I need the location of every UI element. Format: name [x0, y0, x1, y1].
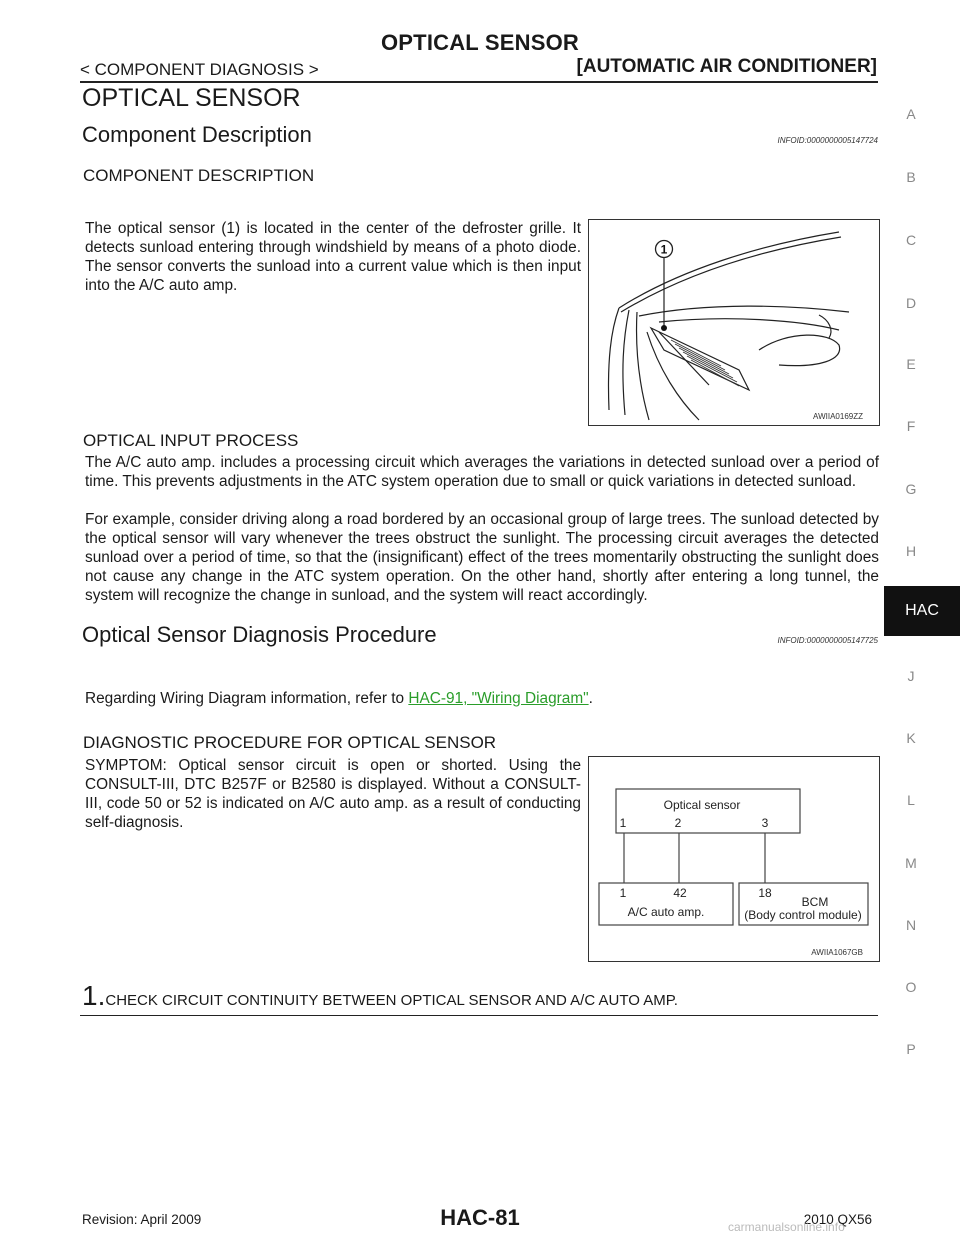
header-left-label: < COMPONENT DIAGNOSIS >: [80, 60, 319, 79]
side-index-hac-tab[interactable]: HAC: [884, 586, 960, 636]
document-title: OPTICAL SENSOR: [82, 84, 301, 112]
subsection-title-component-description: COMPONENT DESCRIPTION: [83, 166, 315, 185]
optical-input-paragraph-2: For example, consider driving along a road bordered by an occasional group of large trees. The sunload detected by the optical sensor will vary whenever the trees obstruct the sunlight. The processing circuit averages the detected sunload over a period of time, so that the (insignificant) effect of the trees momentarily obstructing the sunlight does not cause any change in the ATC system operation. On the other hand, shortly after entering a long tunnel, the system will recognize the change in sunload, and the system will react accordingly.: [85, 511, 879, 604]
side-index-j[interactable]: J: [907, 668, 915, 684]
section-title-component-description: Component Description: [82, 122, 312, 147]
optical-input-paragraph-1: The A/C auto amp. includes a processing circuit which averages the variations in detected sunload over a period of time. This prevents adjustments in the ATC system operation due to small or quick variations in detected sunload.: [85, 454, 879, 490]
reference-prefix: Regarding Wiring Diagram information, refer to: [85, 690, 409, 707]
side-index-b[interactable]: B: [906, 169, 916, 185]
circuit-diagram: [589, 757, 879, 961]
sensor-pin-3: 3: [761, 816, 769, 830]
side-index-a[interactable]: A: [906, 106, 916, 122]
header-rule: [80, 81, 878, 83]
side-index-k[interactable]: K: [906, 730, 916, 746]
reference-suffix: .: [588, 690, 593, 707]
side-index-p[interactable]: P: [906, 1041, 916, 1057]
footer-revision: Revision: April 2009: [82, 1212, 202, 1227]
component-description-text: The optical sensor (1) is located in the center of the defroster grille. It detects sunload entering through windshield by means of a photo diode. The sensor converts the sunload into a current value which is then input into the A/C auto amp.: [85, 220, 581, 294]
watermark: carmanualsonline.info: [728, 1220, 845, 1234]
infoid-label: INFOID:0000000005147725: [777, 636, 878, 645]
bcm-label: BCM: [801, 895, 829, 909]
step-number: 1.: [82, 980, 106, 1011]
section-title-diagnosis-procedure: Optical Sensor Diagnosis Procedure: [82, 622, 437, 647]
sensor-pin-1: 1: [619, 816, 627, 830]
side-index-f[interactable]: F: [906, 418, 916, 434]
subsection-title-diagnostic-procedure: DIAGNOSTIC PROCEDURE FOR OPTICAL SENSOR: [83, 733, 497, 752]
side-index-n[interactable]: N: [905, 917, 917, 933]
footer-model: 2010 QX56: [803, 1212, 872, 1227]
footer-page-number: HAC-81: [440, 1205, 520, 1230]
amp-pin-42: 42: [673, 886, 687, 900]
side-index-l[interactable]: L: [907, 792, 915, 808]
header-right-label: [AUTOMATIC AIR CONDITIONER]: [576, 56, 877, 77]
wiring-diagram-reference: [85, 689, 593, 708]
bcm-sublabel: (Body control module): [744, 908, 862, 922]
sensor-label: Optical sensor: [663, 798, 741, 812]
side-index-m[interactable]: M: [905, 855, 917, 871]
wiring-diagram-link[interactable]: HAC-91, "Wiring Diagram": [408, 690, 589, 707]
amp-label: A/C auto amp.: [627, 905, 705, 919]
figure-callout-number: 1: [660, 242, 668, 257]
subsection-title-optical-input: OPTICAL INPUT PROCESS: [83, 431, 299, 450]
infoid-label: INFOID:0000000005147724: [777, 136, 878, 145]
amp-pin-1: 1: [619, 886, 627, 900]
figure-code: AWIIA0169ZZ: [813, 412, 863, 421]
sensor-pin-2: 2: [674, 816, 682, 830]
side-index-c[interactable]: C: [905, 232, 917, 248]
side-index-e[interactable]: E: [906, 356, 916, 372]
symptom-text: SYMPTOM: Optical sensor circuit is open or shorted. Using the CONSULT-III, DTC B257F or B2580 is displayed. Without a CONSULT-III, code 50 or 52 is indicated on A/C auto amp. as a result of conducting self-diagnosis.: [85, 757, 581, 831]
windshield-illustration: [589, 220, 879, 425]
figure-code: AWIIA1067GB: [811, 948, 863, 957]
side-index-o[interactable]: O: [905, 979, 917, 995]
side-index-h[interactable]: H: [905, 543, 917, 559]
side-index-g[interactable]: G: [905, 481, 917, 497]
optical-sensor-circuit-diagram: [588, 756, 880, 962]
bcm-pin-18: 18: [758, 886, 772, 900]
step-text: CHECK CIRCUIT CONTINUITY BETWEEN OPTICAL SENSOR AND A/C AUTO AMP.: [105, 992, 678, 1009]
side-index-d[interactable]: D: [905, 295, 917, 311]
step-1: [82, 980, 678, 1012]
optical-sensor-location-figure: [588, 219, 880, 426]
header-title: OPTICAL SENSOR: [381, 30, 579, 55]
step-rule: [80, 1015, 878, 1016]
